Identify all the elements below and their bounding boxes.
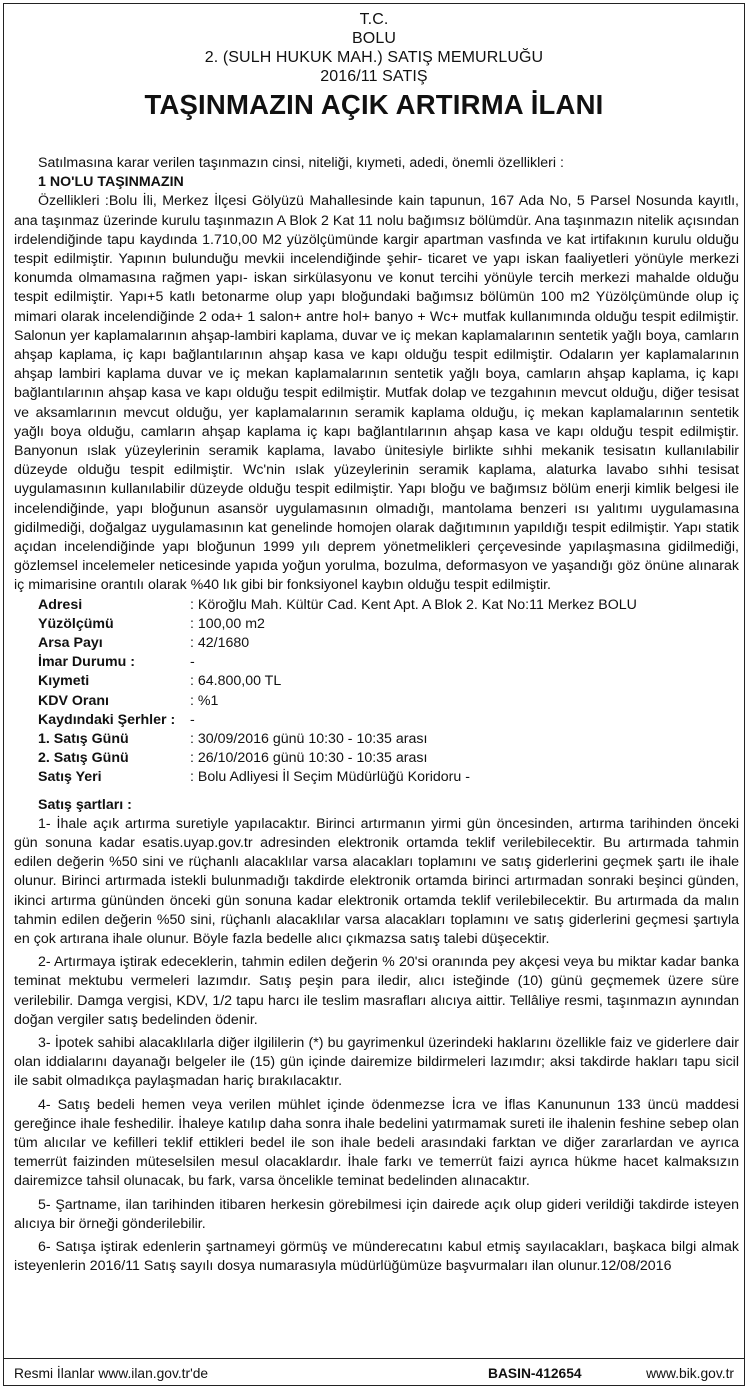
property-row	[14, 711, 739, 730]
section-title: 1 NO'LU TAŞINMAZIN	[38, 174, 184, 191]
footer-press-code: BASIN-412654	[488, 1366, 582, 1381]
header	[4, 4, 744, 122]
property-label: 2. Satış Günü	[38, 750, 129, 767]
property-label: KDV Oranı	[38, 692, 109, 709]
header-line-tc: T.C.	[359, 11, 389, 28]
property-value: : Bolu Adliyesi İl Seçim Müdürlüğü Koridoru -	[190, 769, 470, 786]
property-value: -	[190, 654, 195, 671]
conditions-title: Satış şartları :	[38, 796, 132, 813]
property-label: 1. Satış Günü	[38, 730, 129, 747]
footer-ilan-link[interactable]: Resmi İlanlar www.ilan.gov.tr'de	[14, 1366, 209, 1381]
property-value: : 30/09/2016 günü 10:30 - 10:35 arası	[190, 730, 428, 747]
property-row	[14, 749, 739, 768]
footer-bik-link[interactable]: www.bik.gov.tr	[646, 1366, 734, 1381]
property-row	[14, 634, 739, 653]
property-row	[14, 768, 739, 787]
property-value: : %1	[190, 692, 219, 709]
property-value: : Köroğlu Mah. Kültür Cad. Kent Apt. A Blok 2. Kat No:11 Merkez BOLU	[190, 596, 637, 613]
notice-body	[14, 154, 739, 1276]
property-label: Yüzölçümü	[38, 615, 114, 632]
condition-item: 4- Satış bedeli hemen veya verilen mühlet içinde ödenmezse İcra ve İflas Kanununun 133 üncü maddesi gereğince ihale feshedilir. İhaleye katılıp daha sonra ihale bedelini yatırmamak sureti ile ihalenin feshine sebep olan tüm alıcılar ve kefilleri teklif ettikleri bedel ile son ihale bedeli arasındaki farktan ve diğer zararlardan ve ayrıca temerrüt faizinden müteselsilen mesul olacaklardır. İhale farkı ve temerrüt faizi ayrıca hükme hacet kalmaksızın dairemizce tahsil olunacak, bu fark, varsa öncelikle teminat bedelinden alınacaktır.	[14, 1096, 739, 1190]
property-label: Satış Yeri	[38, 769, 102, 786]
property-row	[14, 730, 739, 749]
intro-text: Satılmasına karar verilen taşınmazın cinsi, niteliği, kıymeti, adedi, önemli özellikleri :	[38, 155, 564, 171]
condition-item: 6- Satışa iştirak edenlerin şartnameyi görmüş ve münderecatını kabul etmiş sayılacakları, başkaca bilgi almak isteyenlerin 2016/11 Satış sayılı dosya numarasıyla müdürlüğümüze başvurmaları ilan olunur.12/08/2016	[14, 1239, 739, 1275]
condition-item: 3- İpotek sahibi alacaklılarla diğer ilgililerin (*) bu gayrimenkul üzerindeki haklarını özellikle faiz ve giderlere dair olan iddialarını dayanağı belgeler ile (15) gün içinde dairemize bildirmeleri lazımdır; aksi takdirde hakları tapu sicil ile sabit olmadıkça paylaşmadan hariç bırakılacaktır.	[14, 1034, 739, 1090]
condition-item: 5- Şartname, ilan tarihinden itibaren herkesin görebilmesi için dairede açık olup gideri verildiği takdirde isteyen alıcıya bir örneği gönderilebilir.	[14, 1196, 739, 1232]
property-label: Arsa Payı	[38, 635, 103, 652]
property-label: Kıymeti	[38, 673, 90, 690]
property-value: : 42/1680	[190, 635, 250, 652]
condition-item: 1- İhale açık artırma suretiyle yapılacaktır. Birinci artırmanın yirmi gün öncesinden, artırma tarihinden önceki gün sonuna kadar esatis.uyap.gov.tr adresinden elektronik ortamda teklif verilebilecektir. Bu artırmada tahmin edilen değerin %50 sini ve rüçhanlı alacaklılar varsa alacakları toplamını ve satış giderlerini geçmek şartı ile ihale olunur. Birinci artırmada istekli bulunmadığı takdirde elektronik ortamda birinci artırmadan sonraki beşinci günden, ikinci artırma gününden önceki gün sonuna kadar elektronik ortamda teklif verilebilecektir. Bu artırmada da malın tahmin edilen değerin %50 sini, rüçhanlı alacaklılar varsa alacakları toplamını ve satış giderlerini geçmesi şartıyla en çok artırana ihale olunur. Böyle fazla bedelle alıcı çıkmazsa satış talebi düşecektir.	[14, 815, 739, 947]
property-description: Özellikleri :Bolu İli, Merkez İlçesi Gölyüzü Mahallesinde kain tapunun, 167 Ada No, 5 Parsel Nosunda kayıtlı, ana taşınmaz üzerinde kurulu taşınmazın A Blok 2 Kat 11 nolu bağımsız bölümdür. Ana taşınmazın nitelik açısından irdelendiğinde tapu kaydında 1.710,00 M2 yüzölçümünde kargir apartman vasfında ve kat irtifakının kurulu olduğu tespit edilmiştir. Yapının bulunduğu mevkii incelendiğinde şehir- ticaret ve yapı iskan faaliyetleri yönüyle merkezi konumda olmamasına rağmen yapı- iskan sirkülasyonu ve konut tercihi yönüyle tercih merkezi mahalde olduğu tespit edilmiştir. Yapı+5 katlı betonarme olup yapı bloğundaki bağımsız bölümün 100 m2 Yüzölçümünde olup iç mimari olarak incelendiğinde 2 oda+ 1 salon+ antre hol+ banyo + Wc+ mutfak kullanımında olduğu tespit edilmiştir. Salonun yer kaplamalarının ahşap-lambiri kaplama, duvar ve iç mekan kaplamalarının sentetik yağlı boya, camların ahşap kaplama, iç kapı bağlantılarının ahşap kasa ve kapı olduğu tespit edilmiştir. Odaların yer kaplamalarının ahşap lambiri kaplama duvar ve iç mekan kaplamalarının sentetik yağlı boya, camların ahşap kaplama, iç kapı bağlantılarının ahşap kasa ve kapı olduğu tespit edilmiştir. Mutfak dolap ve tezgahının mevcut olduğu, diğer tesisat ve aksamlarının mevcut olduğu, yer kaplamalarının seramik kaplama olduğu, iç mekan kaplamalarının sentetik yağlı boya olduğu, camların ahşap kaplama iç kapı bağlantılarının ahşap kasa ve kapı olduğu tespit edilmiştir. Banyonun ıslak yüzeylerinin seramik kaplama, lavabo ünitesiyle birlikte sıhhi mekanik tesisatın kullanılabilir düzeyde olduğu tespit edilmiştir. Wc'nin ıslak yüzeylerinin seramik kaplama, alaturka lavabo sıhhi tesisat uygulamasının kullanılabilir düzeyde olduğu tespit edilmiştir. Yapı bloğu ve bağımsız bölüm enerji kimlik belgesi ile incelendiğinde, yapı bloğunun asansör uygulamasının olmadığı, mantolama benzeri ısı yalıtımı uygulamasına gidilmediği, doğalgaz uygulamasının kat genelinde homojen olarak dağıtımının yapıldığı tespit edilmiştir. Yapı statik açıdan incelendiğinde yapı bloğunun 1999 yılı deprem yönetmelikleri çerçevesinde yapılaşmasına gidilmediği, gözlemsel incelemeler neticesinde yapıda yoğun yorulma, bozulma, deformasyon ve yaşandığı göz önüne alınarak iç mimarisine orantılı olarak %40 lık gibi bir fonksiyonel kaybın olduğu tespit edilmiştir.	[14, 193, 739, 594]
property-value: : 64.800,00 TL	[190, 673, 282, 690]
footer-divider	[4, 1358, 744, 1359]
property-label: Adresi	[38, 596, 83, 613]
condition-item: 2- Artırmaya iştirak edeceklerin, tahmin edilen değerin % 20'si oranında pey akçesi veya bu miktar kadar banka teminat mektubu vermeleri lazımdır. Satış peşin para iledir, alıcı isteğinde (10) günü geçmemek üzere süre verilebilir. Damga vergisi, KDV, 1/2 tapu harcı ile teslim masrafları alıcıya aittir. Tellâliye resmi, taşınmazın aynından doğan vergiler satış bedelinden ödenir.	[14, 954, 739, 1028]
property-label: Kaydındaki Şerhler :	[38, 711, 176, 728]
header-line-office: 2. (SULH HUKUK MAH.) SATIŞ MEMURLUĞU	[204, 49, 544, 66]
property-row	[14, 653, 739, 672]
property-row	[14, 692, 739, 711]
property-details	[14, 596, 739, 788]
property-row	[14, 615, 739, 634]
property-value: : 26/10/2016 günü 10:30 - 10:35 arası	[190, 750, 428, 767]
property-row	[14, 596, 739, 615]
property-value: : 100,00 m2	[190, 615, 265, 632]
footer	[14, 1364, 734, 1384]
header-line-city: BOLU	[352, 30, 396, 47]
header-line-file: 2016/11 SATIŞ	[320, 68, 428, 85]
notice-title: TAŞINMAZIN AÇIK ARTIRMA İLANI	[144, 89, 604, 120]
notice-frame	[3, 3, 745, 1386]
property-row	[14, 672, 739, 691]
property-label: İmar Durumu :	[38, 654, 135, 671]
property-value: -	[190, 711, 195, 728]
